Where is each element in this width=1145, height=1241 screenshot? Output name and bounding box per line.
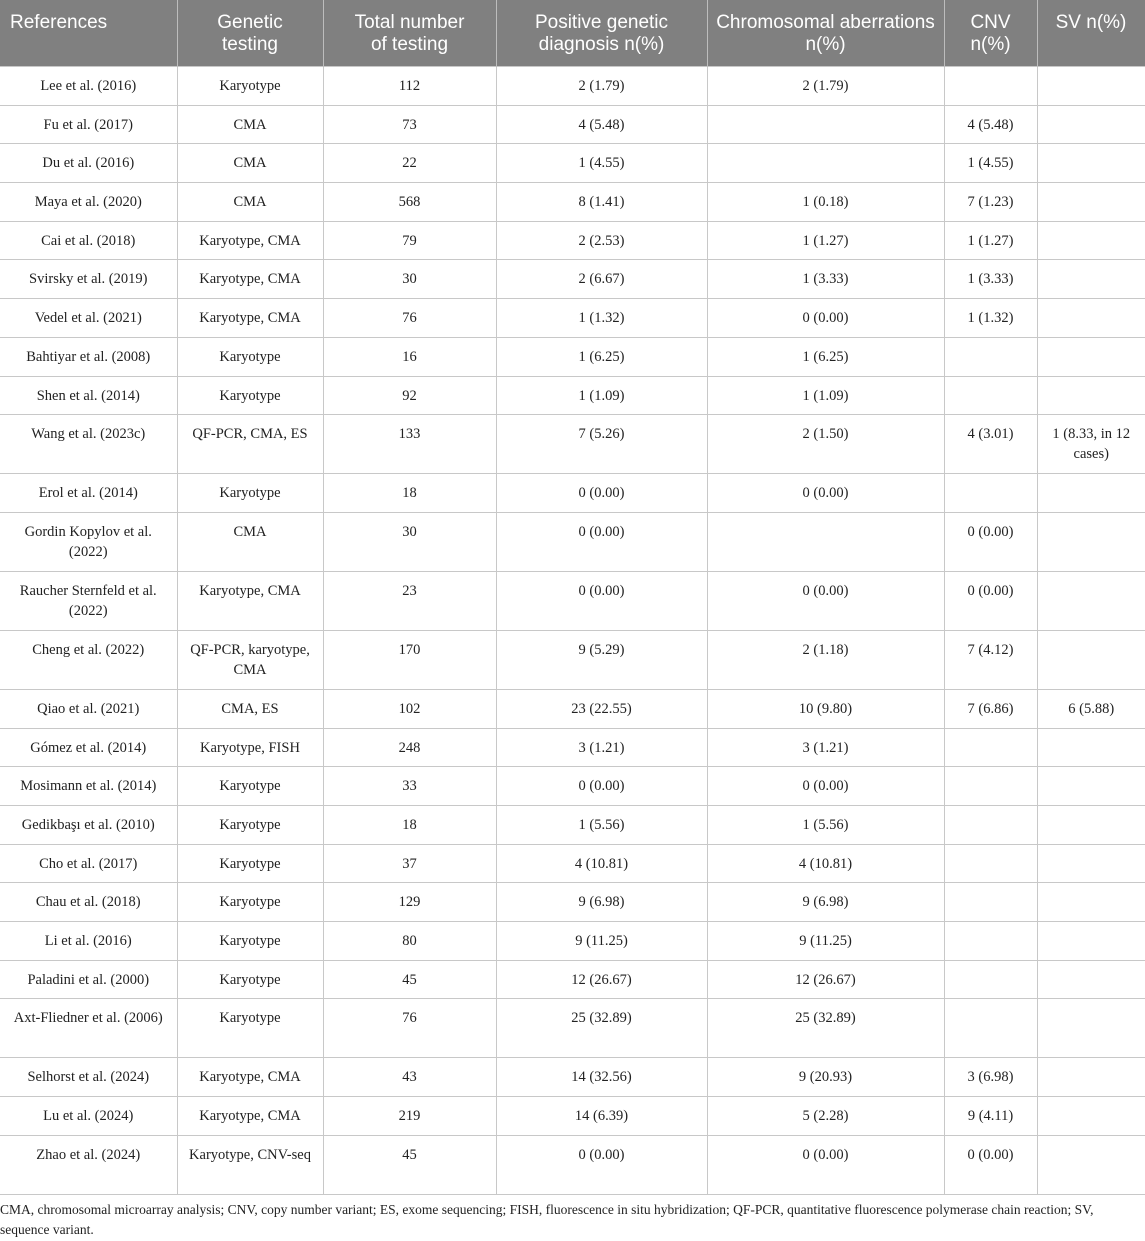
cell-chromosomal-aberrations: 0 (0.00) — [707, 571, 944, 630]
cell-positive-diagnosis: 9 (6.98) — [496, 883, 707, 922]
cell-total-number: 102 — [323, 689, 496, 728]
cell-positive-diagnosis: 0 (0.00) — [496, 1135, 707, 1194]
cell-total-number: 45 — [323, 1135, 496, 1194]
cell-total-number: 79 — [323, 221, 496, 260]
cell-positive-diagnosis: 14 (32.56) — [496, 1058, 707, 1097]
table-row — [0, 221, 1145, 260]
cell-positive-diagnosis: 4 (10.81) — [496, 844, 707, 883]
cell-chromosomal-aberrations — [707, 144, 944, 183]
cell-genetic-testing: Karyotype, CMA — [177, 299, 323, 338]
cell-cnv — [944, 960, 1037, 999]
cell-sv — [1037, 883, 1145, 922]
cell-positive-diagnosis: 9 (11.25) — [496, 922, 707, 961]
column-header-line: Genetic — [217, 12, 283, 33]
cell-references: Vedel et al. (2021) — [0, 299, 177, 338]
cell-references: Maya et al. (2020) — [0, 183, 177, 222]
cell-sv: 1 (8.33, in 12 cases) — [1037, 415, 1145, 474]
column-header-line: testing — [222, 34, 278, 55]
cell-positive-diagnosis: 14 (6.39) — [496, 1097, 707, 1136]
cell-cnv — [944, 67, 1037, 106]
cell-genetic-testing: Karyotype, CMA — [177, 571, 323, 630]
cell-references: Cho et al. (2017) — [0, 844, 177, 883]
cell-chromosomal-aberrations: 1 (3.33) — [707, 260, 944, 299]
cell-cnv — [944, 999, 1037, 1058]
cell-sv — [1037, 376, 1145, 415]
cell-total-number: 129 — [323, 883, 496, 922]
table-row — [0, 1058, 1145, 1097]
cell-total-number: 112 — [323, 67, 496, 106]
cell-genetic-testing: Karyotype — [177, 767, 323, 806]
cell-sv — [1037, 512, 1145, 571]
cell-references: Axt-Fliedner et al. (2006) — [0, 999, 177, 1058]
cell-sv — [1037, 999, 1145, 1058]
cell-references: Bahtiyar et al. (2008) — [0, 337, 177, 376]
cell-sv — [1037, 805, 1145, 844]
cell-sv — [1037, 728, 1145, 767]
cell-total-number: 170 — [323, 630, 496, 689]
table-row — [0, 999, 1145, 1058]
cell-sv — [1037, 105, 1145, 144]
cell-sv: 6 (5.88) — [1037, 689, 1145, 728]
cell-chromosomal-aberrations: 4 (10.81) — [707, 844, 944, 883]
cell-chromosomal-aberrations: 9 (20.93) — [707, 1058, 944, 1097]
header-row — [0, 0, 1145, 67]
table-row — [0, 183, 1145, 222]
cell-references: Selhorst et al. (2024) — [0, 1058, 177, 1097]
cell-cnv — [944, 883, 1037, 922]
cell-references: Qiao et al. (2021) — [0, 689, 177, 728]
cell-sv — [1037, 844, 1145, 883]
cell-chromosomal-aberrations: 1 (0.18) — [707, 183, 944, 222]
cell-references: Du et al. (2016) — [0, 144, 177, 183]
cell-total-number: 18 — [323, 805, 496, 844]
cell-cnv: 9 (4.11) — [944, 1097, 1037, 1136]
cell-total-number: 73 — [323, 105, 496, 144]
cell-cnv — [944, 805, 1037, 844]
cell-positive-diagnosis: 1 (4.55) — [496, 144, 707, 183]
cell-cnv — [944, 922, 1037, 961]
cell-positive-diagnosis: 12 (26.67) — [496, 960, 707, 999]
table-footnote: CMA, chromosomal microarray analysis; CNV, copy number variant; ES, exome sequencing; FISH, fluorescence in situ hybridization; QF-PCR, quantitative fluorescence polymerase chain reaction; SV, sequence variant. — [0, 1202, 1094, 1237]
cell-references: Gordin Kopylov et al. (2022) — [0, 512, 177, 571]
cell-sv — [1037, 183, 1145, 222]
cell-positive-diagnosis: 3 (1.21) — [496, 728, 707, 767]
cell-genetic-testing: Karyotype — [177, 805, 323, 844]
cell-cnv: 0 (0.00) — [944, 571, 1037, 630]
cell-genetic-testing: Karyotype, CMA — [177, 1097, 323, 1136]
cell-chromosomal-aberrations: 25 (32.89) — [707, 999, 944, 1058]
cell-genetic-testing: Karyotype, CMA — [177, 260, 323, 299]
table-row — [0, 1135, 1145, 1194]
cell-total-number: 133 — [323, 415, 496, 474]
cell-positive-diagnosis: 1 (1.32) — [496, 299, 707, 338]
table-row — [0, 689, 1145, 728]
cell-genetic-testing: CMA — [177, 144, 323, 183]
cell-sv — [1037, 960, 1145, 999]
column-header-cnv — [944, 0, 1037, 67]
cell-references: Fu et al. (2017) — [0, 105, 177, 144]
cell-genetic-testing: Karyotype — [177, 844, 323, 883]
cell-positive-diagnosis: 25 (32.89) — [496, 999, 707, 1058]
table-row — [0, 883, 1145, 922]
cell-references: Cheng et al. (2022) — [0, 630, 177, 689]
cell-references: Erol et al. (2014) — [0, 474, 177, 513]
table-row — [0, 767, 1145, 806]
column-header-positive-diagnosis — [496, 0, 707, 67]
cell-total-number: 30 — [323, 512, 496, 571]
cell-chromosomal-aberrations: 9 (6.98) — [707, 883, 944, 922]
cell-total-number: 568 — [323, 183, 496, 222]
cell-sv — [1037, 221, 1145, 260]
cell-positive-diagnosis: 0 (0.00) — [496, 767, 707, 806]
column-header-line: diagnosis n(%) — [538, 34, 665, 55]
cell-chromosomal-aberrations: 2 (1.18) — [707, 630, 944, 689]
cell-positive-diagnosis: 0 (0.00) — [496, 571, 707, 630]
table-row — [0, 1097, 1145, 1136]
cell-cnv: 1 (1.27) — [944, 221, 1037, 260]
column-header-line: n(%) — [970, 34, 1011, 55]
cell-cnv: 1 (1.32) — [944, 299, 1037, 338]
cell-positive-diagnosis: 1 (1.09) — [496, 376, 707, 415]
cell-references: Li et al. (2016) — [0, 922, 177, 961]
cell-chromosomal-aberrations: 3 (1.21) — [707, 728, 944, 767]
column-header-line: Positive genetic — [534, 12, 669, 33]
cell-sv — [1037, 144, 1145, 183]
cell-genetic-testing: Karyotype, CMA — [177, 221, 323, 260]
cell-genetic-testing: Karyotype, CMA — [177, 1058, 323, 1097]
cell-genetic-testing: CMA — [177, 105, 323, 144]
cell-cnv: 4 (5.48) — [944, 105, 1037, 144]
cell-references: Shen et al. (2014) — [0, 376, 177, 415]
cell-chromosomal-aberrations: 0 (0.00) — [707, 1135, 944, 1194]
cell-genetic-testing: Karyotype — [177, 376, 323, 415]
column-header-line: Total number — [354, 12, 465, 33]
cell-cnv — [944, 844, 1037, 883]
cell-genetic-testing: Karyotype — [177, 474, 323, 513]
cell-sv — [1037, 1097, 1145, 1136]
table-row — [0, 337, 1145, 376]
cell-sv — [1037, 1058, 1145, 1097]
cell-references: Lee et al. (2016) — [0, 67, 177, 106]
cell-total-number: 16 — [323, 337, 496, 376]
cell-chromosomal-aberrations: 2 (1.50) — [707, 415, 944, 474]
cell-cnv: 1 (3.33) — [944, 260, 1037, 299]
cell-sv — [1037, 260, 1145, 299]
cell-sv — [1037, 630, 1145, 689]
table-row — [0, 260, 1145, 299]
table-row — [0, 922, 1145, 961]
column-header-sv — [1037, 0, 1145, 67]
cell-total-number: 76 — [323, 299, 496, 338]
cell-total-number: 18 — [323, 474, 496, 513]
table-row — [0, 299, 1145, 338]
cell-cnv — [944, 376, 1037, 415]
cell-genetic-testing: Karyotype, CNV-seq — [177, 1135, 323, 1194]
cell-cnv: 1 (4.55) — [944, 144, 1037, 183]
cell-sv — [1037, 922, 1145, 961]
table-row — [0, 512, 1145, 571]
table-row — [0, 474, 1145, 513]
table-row — [0, 844, 1145, 883]
cell-references: Mosimann et al. (2014) — [0, 767, 177, 806]
cell-genetic-testing: CMA, ES — [177, 689, 323, 728]
table-row — [0, 376, 1145, 415]
cell-chromosomal-aberrations: 5 (2.28) — [707, 1097, 944, 1136]
table-row — [0, 67, 1145, 106]
cell-cnv: 7 (6.86) — [944, 689, 1037, 728]
cell-cnv: 7 (4.12) — [944, 630, 1037, 689]
cell-total-number: 219 — [323, 1097, 496, 1136]
cell-references: Paladini et al. (2000) — [0, 960, 177, 999]
cell-positive-diagnosis: 2 (1.79) — [496, 67, 707, 106]
column-header-total-number — [323, 0, 496, 67]
column-header-genetic-testing — [177, 0, 323, 67]
cell-total-number: 92 — [323, 376, 496, 415]
cell-total-number: 43 — [323, 1058, 496, 1097]
cell-cnv: 3 (6.98) — [944, 1058, 1037, 1097]
cell-chromosomal-aberrations: 10 (9.80) — [707, 689, 944, 728]
cell-chromosomal-aberrations: 0 (0.00) — [707, 474, 944, 513]
cell-cnv: 0 (0.00) — [944, 512, 1037, 571]
cell-cnv: 0 (0.00) — [944, 1135, 1037, 1194]
cell-sv — [1037, 1135, 1145, 1194]
cell-cnv — [944, 728, 1037, 767]
cell-references: Cai et al. (2018) — [0, 221, 177, 260]
cell-total-number: 80 — [323, 922, 496, 961]
cell-total-number: 76 — [323, 999, 496, 1058]
cell-chromosomal-aberrations: 0 (0.00) — [707, 299, 944, 338]
cell-chromosomal-aberrations: 1 (1.27) — [707, 221, 944, 260]
table-row — [0, 144, 1145, 183]
cell-references: Gómez et al. (2014) — [0, 728, 177, 767]
cell-chromosomal-aberrations: 1 (6.25) — [707, 337, 944, 376]
cell-total-number: 30 — [323, 260, 496, 299]
cell-sv — [1037, 474, 1145, 513]
cell-positive-diagnosis: 9 (5.29) — [496, 630, 707, 689]
cell-sv — [1037, 67, 1145, 106]
cell-positive-diagnosis: 2 (2.53) — [496, 221, 707, 260]
table-row — [0, 960, 1145, 999]
cell-cnv: 4 (3.01) — [944, 415, 1037, 474]
cell-cnv: 7 (1.23) — [944, 183, 1037, 222]
column-header-line: References — [10, 12, 108, 33]
table-row — [0, 630, 1145, 689]
cell-genetic-testing: Karyotype — [177, 883, 323, 922]
cell-cnv — [944, 474, 1037, 513]
cell-chromosomal-aberrations: 1 (1.09) — [707, 376, 944, 415]
cell-positive-diagnosis: 7 (5.26) — [496, 415, 707, 474]
cell-cnv — [944, 767, 1037, 806]
table-row — [0, 105, 1145, 144]
cell-total-number: 45 — [323, 960, 496, 999]
cell-total-number: 22 — [323, 144, 496, 183]
cell-chromosomal-aberrations: 2 (1.79) — [707, 67, 944, 106]
cell-genetic-testing: QF-PCR, CMA, ES — [177, 415, 323, 474]
cell-references: Chau et al. (2018) — [0, 883, 177, 922]
cell-genetic-testing: Karyotype — [177, 922, 323, 961]
cell-positive-diagnosis: 0 (0.00) — [496, 512, 707, 571]
cell-genetic-testing: Karyotype — [177, 337, 323, 376]
column-header-line: SV n(%) — [1055, 12, 1127, 33]
cell-positive-diagnosis: 2 (6.67) — [496, 260, 707, 299]
cell-references: Gedikbaşı et al. (2010) — [0, 805, 177, 844]
cell-total-number: 23 — [323, 571, 496, 630]
cell-positive-diagnosis: 0 (0.00) — [496, 474, 707, 513]
cell-chromosomal-aberrations: 1 (5.56) — [707, 805, 944, 844]
cell-sv — [1037, 337, 1145, 376]
table-row — [0, 728, 1145, 767]
cell-sv — [1037, 571, 1145, 630]
column-header-line: of testing — [370, 34, 449, 55]
cell-genetic-testing: CMA — [177, 512, 323, 571]
column-header-chromosomal-aberrations — [707, 0, 944, 67]
cell-chromosomal-aberrations: 12 (26.67) — [707, 960, 944, 999]
cell-cnv — [944, 337, 1037, 376]
cell-chromosomal-aberrations: 0 (0.00) — [707, 767, 944, 806]
column-header-line: CNV — [970, 12, 1011, 33]
cell-genetic-testing: QF-PCR, karyotype, CMA — [177, 630, 323, 689]
cell-references: Wang et al. (2023c) — [0, 415, 177, 474]
cell-sv — [1037, 767, 1145, 806]
cell-total-number: 33 — [323, 767, 496, 806]
cell-chromosomal-aberrations — [707, 105, 944, 144]
cell-genetic-testing: Karyotype — [177, 67, 323, 106]
cell-total-number: 37 — [323, 844, 496, 883]
cell-positive-diagnosis: 23 (22.55) — [496, 689, 707, 728]
cell-references: Zhao et al. (2024) — [0, 1135, 177, 1194]
cell-references: Lu et al. (2024) — [0, 1097, 177, 1136]
table-body — [0, 67, 1145, 1195]
column-header-line: Chromosomal aberrations n(%) — [716, 12, 935, 55]
cell-genetic-testing: Karyotype — [177, 999, 323, 1058]
cell-positive-diagnosis: 1 (6.25) — [496, 337, 707, 376]
cell-total-number: 248 — [323, 728, 496, 767]
cell-genetic-testing: Karyotype, FISH — [177, 728, 323, 767]
cell-positive-diagnosis: 8 (1.41) — [496, 183, 707, 222]
cell-positive-diagnosis: 4 (5.48) — [496, 105, 707, 144]
cell-genetic-testing: CMA — [177, 183, 323, 222]
cell-references: Raucher Sternfeld et al. (2022) — [0, 571, 177, 630]
cell-positive-diagnosis: 1 (5.56) — [496, 805, 707, 844]
cell-genetic-testing: Karyotype — [177, 960, 323, 999]
table-row — [0, 805, 1145, 844]
column-header-references — [0, 0, 177, 67]
table-row — [0, 415, 1145, 474]
cell-chromosomal-aberrations — [707, 512, 944, 571]
table-row — [0, 571, 1145, 630]
cell-sv — [1037, 299, 1145, 338]
cell-chromosomal-aberrations: 9 (11.25) — [707, 922, 944, 961]
cell-references: Svirsky et al. (2019) — [0, 260, 177, 299]
